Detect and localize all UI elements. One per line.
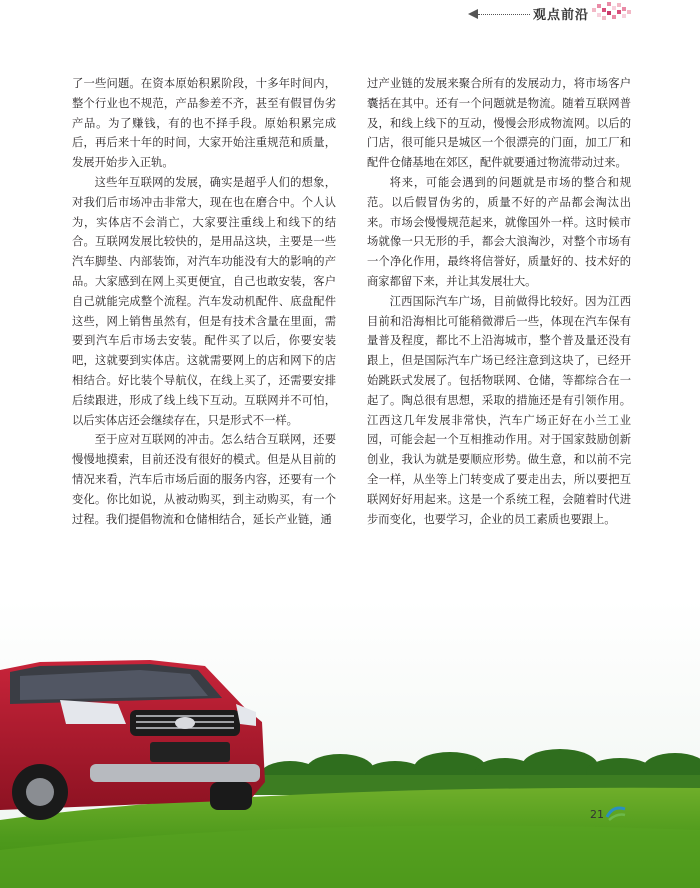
section-title: 观点前沿 <box>533 8 590 23</box>
paragraph: 过产业链的发展来聚合所有的发展动力，将市场客户囊括在其中。还有一个问题就是物流。随着互联网普及，和线上线下的互动，慢慢会形成物流网。以后的门店，很可能只是城区一个很漂亮的门面，加工厂和配件仓储基地在郊区，配件就要通过物流带动过来。 <box>367 77 631 170</box>
header-rule <box>478 14 530 15</box>
pixel-mosaic-icon <box>592 2 632 22</box>
arrow-left-icon <box>468 9 478 19</box>
text-column-left <box>72 74 336 529</box>
car-on-grass-photo <box>0 600 700 888</box>
swirl-logo-icon <box>605 803 627 823</box>
page-header <box>0 0 700 24</box>
paragraph: 江西国际汽车广场，目前做得比较好。因为江西目前和沿海相比可能稍微滞后一些，体现在汽车保有量普及程度，都比不上沿海城市，整个普及量还没有跟上，但是国际汽车广场已经注意到这块了，已经开始跳跃式发展了。包括物联网、仓储，等都综合在一起了。陶总很有思想，采取的措施还是有引领作用。江西这几年发展非常快，汽车广场正好在小兰工业园，可能会起一个互相推动作用。对于国家鼓励创新创业，我认为就是要顺应形势。做生意，和以前不完全一样，从坐等上门转变成了要走出去，所以要把互联网好好用起来。这是一个系统工程，会随着时代进步而变化，也要学习，企业的员工素质也要跟上。 <box>367 294 631 526</box>
paragraph: 这些年互联网的发展，确实是超乎人们的想象，对我们后市场冲击非常大，现在也在磨合中。个人认为，实体店不会消亡，大家要注重线上和线下的结合。互联网发展比较快的，是用品这块，主要是一些汽车脚垫、内部装饰，对汽车功能没有大的影响的产品。大家感到在网上买更便宜，自己也敢安装，客户自己就能完成整个流程。汽车发动机配件、底盘配件这些，网上销售虽然有，但是有技术含量在里面，需要到汽车后市场去安装。配件买了以后，你要安装吧，这就要到实体店。这就需要网上的店和网下的店相结合。好比装个导航仪，在线上买了，还需要安排后续跟进，形成了线上线下互动。互联网并不可怕，以后实体店还会继续存在，只是形式不一样。 <box>72 175 336 427</box>
paragraph: 至于应对互联网的冲击。怎么结合互联网，还要慢慢地摸索，目前还没有很好的模式。但是从目前的情况来看，汽车后市场后面的服务内容，还要有一个变化。你比如说，从被动购买，到主动购买，有一个过程。我们提倡物流和仓储相结合，延长产业链，通 <box>72 433 336 526</box>
paragraph: 将来，可能会遇到的问题就是市场的整合和规范。以后假冒伪劣的，质量不好的产品都会淘汰出来。市场会慢慢规范起来，就像国外一样。这时候市场就像一只无形的手，都会大浪淘沙，对整个市场有一个净化作用，最终将信誉好，质量好的、技术好的商家都留下来，并让其发展壮大。 <box>367 175 631 288</box>
page-number: 21 <box>590 808 604 821</box>
paragraph: 了一些问题。在资本原始积累阶段，十多年时间内，整个行业也不规范，产品参差不齐，甚至有假冒伪劣产品。为了赚钱，有的也不择手段。原始积累完成后，再后来十年的时间，大家开始注重规范和质量，发展开始步入正轨。 <box>72 77 336 170</box>
text-column-right <box>367 74 631 529</box>
